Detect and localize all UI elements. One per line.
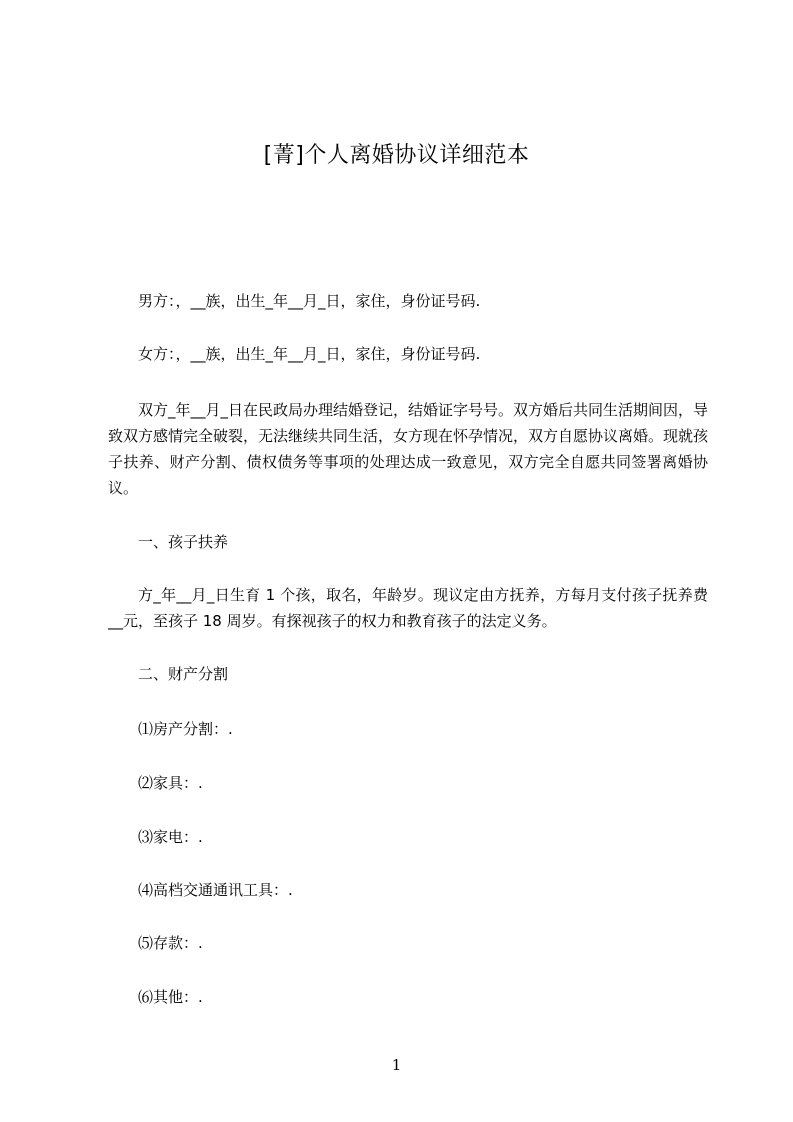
document-title: [菁]个人离婚协议详细范本 xyxy=(263,143,530,168)
paragraph-female-party: 女方：，__族，出生_年__月_日，家住，身份证号码. xyxy=(138,345,481,363)
section-heading-property-division: 二、财产分割 xyxy=(138,665,229,683)
section-heading-child-support: 一、孩子扶养 xyxy=(138,533,229,551)
property-item-savings: ⑸存款：. xyxy=(138,934,203,952)
property-item-other: ⑹其他：. xyxy=(138,988,203,1006)
paragraph-child-support: 方_年__月_日生育 1 个孩，取名，年龄岁。现议定由方抚养，方每月支付孩子抚养费__元，至孩子 18 周岁。有探视孩子的权力和教育孩子的法定义务。 xyxy=(108,586,708,630)
paragraph-male-party: 男方：，__族，出生_年__月_日，家住，身份证号码. xyxy=(138,292,481,310)
paragraph-marriage-details: 双方_年__月_日在民政局办理结婚登记，结婚证字号号。双方婚后共同生活期间因，导致双方感情完全破裂，无法继续共同生活，女方现在怀孕情况，双方自愿协议离婚。现就孩子扶养、财产分割、债权债务等事项的处理达成一致意见，双方完全自愿共同签署离婚协议。 xyxy=(108,401,709,497)
property-item-furniture: ⑵家具：. xyxy=(138,774,203,792)
property-item-appliances: ⑶家电：. xyxy=(138,828,203,846)
property-item-transport-communication: ⑷高档交通通讯工具：. xyxy=(138,881,293,899)
property-item-house: ⑴房产分割：. xyxy=(138,720,233,738)
page-number: 1 xyxy=(391,1056,402,1074)
